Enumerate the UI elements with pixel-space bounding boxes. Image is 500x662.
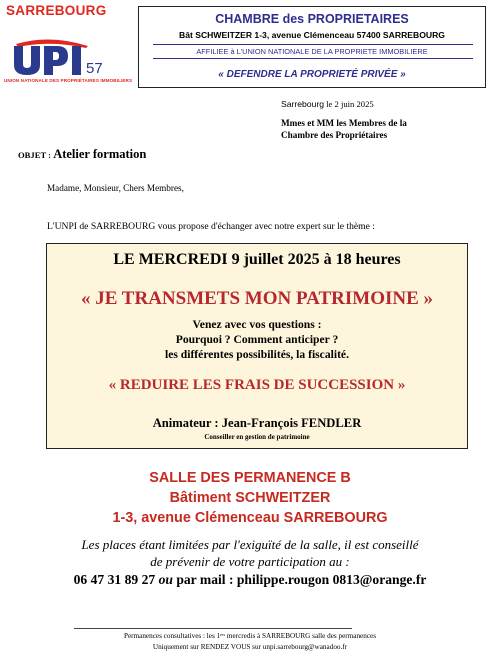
event-date: LE MERCREDI 9 juillet 2025 à 18 heures	[113, 251, 401, 268]
footer-line: Permanences consultatives : les 1ᵉʳˢ mercredis à SARREBOURG salle des permanences	[123, 632, 377, 640]
contact-phone: 06 47 31 89 27	[73, 572, 156, 587]
footer-divider	[74, 628, 352, 629]
logo-tagline: UNION NATIONALE DES PROPRIÉTAIRES IMMOBILIERS	[4, 78, 133, 83]
header-divider	[153, 44, 473, 45]
contact-mail: par mail : philippe.rougon 0813@orange.fr	[176, 572, 427, 587]
header-slogan: « DEFENDRE LA PROPRIETÉ PRIVÉE »	[218, 69, 406, 80]
recipients-line: Chambre des Propriétaires	[281, 130, 388, 140]
event-host-role: Conseiller en gestion de patrimoine	[204, 433, 310, 441]
subject-value: Atelier formation	[53, 147, 147, 161]
contact-or: ou	[158, 572, 173, 587]
event-question: Venez avec vos questions :	[192, 318, 322, 331]
venue-building: Bâtiment SCHWEITZER	[169, 490, 331, 506]
header-title: CHAMBRE des PROPRIETAIRES	[215, 12, 409, 26]
letter-date-value: le 2 juin 2025	[326, 99, 374, 109]
footer-line: Uniquement sur RENDEZ VOUS sur unpi.sarrebourg@wanadoo.fr	[152, 643, 348, 651]
upi-logo-icon	[10, 38, 120, 76]
event-question: Pourquoi ? Comment anticiper ?	[175, 333, 339, 346]
notice-line: de prévenir de votre participation au :	[150, 554, 350, 569]
event-theme: « JE TRANSMETS MON PATRIMOINE »	[80, 288, 434, 309]
recipients-line: Mmes et MM les Membres de la	[281, 118, 407, 128]
event-host: Animateur : Jean-François FENDLER	[152, 416, 362, 430]
subject-label: OBJET :	[18, 150, 54, 160]
header-address: Bât SCHWEITZER 1-3, avenue Clémenceau 57400 SARREBOURG	[178, 30, 445, 40]
notice-line: Les places étant limitées par l'exiguïté de la salle, il est conseillé	[81, 537, 419, 552]
header-divider	[153, 58, 473, 59]
logo-city: SARREBOURG	[6, 3, 107, 18]
letter-subject	[18, 145, 146, 163]
header-affiliation: AFFILIEE à L'UNION NATIONALE DE LA PROPRIETE IMMOBILIERE	[196, 47, 428, 56]
event-question: les différentes possibilités, la fiscalité.	[165, 348, 349, 361]
venue-room: SALLE DES PERMANENCE B	[149, 470, 351, 486]
venue-address: 1-3, avenue Clémenceau SARREBOURG	[112, 510, 388, 526]
recipients	[281, 117, 407, 141]
event-subtheme: « REDUIRE LES FRAIS DE SUCCESSION »	[108, 377, 406, 393]
logo-number: 57	[86, 60, 103, 76]
letter-place: Sarrebourg	[281, 99, 324, 109]
header-box	[138, 6, 486, 88]
intro-text: L'UNPI de SARREBOURG vous propose d'échanger avec notre expert sur le thème :	[47, 221, 375, 232]
contact-line	[0, 572, 500, 588]
greeting: Madame, Monsieur, Chers Membres,	[47, 183, 184, 193]
letter-date	[281, 99, 374, 109]
event-box	[46, 243, 468, 449]
